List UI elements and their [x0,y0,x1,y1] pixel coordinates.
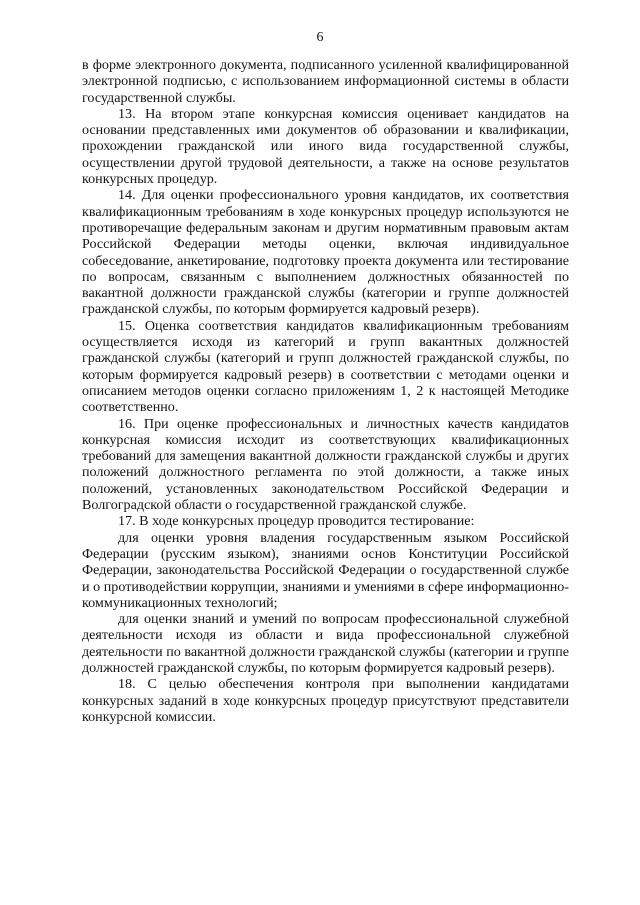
paragraph-18: 18. С целью обеспечения контроля при выполнении кандидатами конкурсных заданий в ходе конкурсных процедур присутствуют представители конкурсной комиссии. [82,676,569,725]
paragraph-13: 13. На втором этапе конкурсная комиссия оценивает кандидатов на основании представленных ими документов об образовании и квалификации, прохождении гражданской или иного вида государственной службы, осуществлении другой трудовой деятельности, а также на основе результатов конкурсных процедур. [82,105,569,188]
paragraph-14: 14. Для оценки профессионального уровня кандидатов, их соответствия квалификационным требованиям в ходе конкурсных процедур используются не противоречащие федеральным законам и другим нормативным правовым актам Российской Федерации методы оценки, включая индивидуальное собеседование, анкетирование, подготовку проекта документа или тестирование по вопросам, связанным с выполнением должностных обязанностей по вакантной должности гражданской службы (категории и группе должностей гражданской службы, по которым формируется кадровый резерв). [82,187,569,318]
paragraph-continuation: в форме электронного документа, подписанного усиленной квалифицированной электронной подписью, с использованием информационной системы в области государственной службы. [82,57,569,106]
page-number: 6 [316,30,324,45]
paragraph-16: 16. При оценке профессиональных и личностных качеств кандидатов конкурсная комиссия исходит из соответствующих квалификационных требований для замещения вакантной должности гражданской службы и других положений должностного регламента по этой должности, а также иных положений, установленных законодательством Российской Федерации и Волгоградской области о государственной гражданской службе. [82,415,569,514]
paragraph-17-item-2: для оценки знаний и умений по вопросам профессиональной служебной деятельности исходя из области и вида профессиональной служебной деятельности по вакантной должности гражданской службы (категории и группе должностей гражданской службы, по которым формируется кадровый резерв). [82,611,569,676]
document-body [82,57,569,725]
paragraph-15: 15. Оценка соответствия кандидатов квалификационным требованиям осуществляется исходя из категорий и групп вакантных должностей гражданской службы (категорий и групп должностей гражданской службы, по которым формируется кадровый резерв) в соответствии с методами оценки и описанием методов оценки согласно приложениям 1, 2 к настоящей Методике соответственно. [82,317,569,416]
paragraph-17: 17. В ходе конкурсных процедур проводится тестирование: [118,513,475,530]
paragraph-17-item-1: для оценки уровня владения государственным языком Российской Федерации (русским языком), знаниями основ Конституции Российской Федерации, законодательства Российской Федерации о государственной службе и о противодействии коррупции, знаниями и умениями в сфере информационно-коммуникационных технологий; [82,529,569,611]
